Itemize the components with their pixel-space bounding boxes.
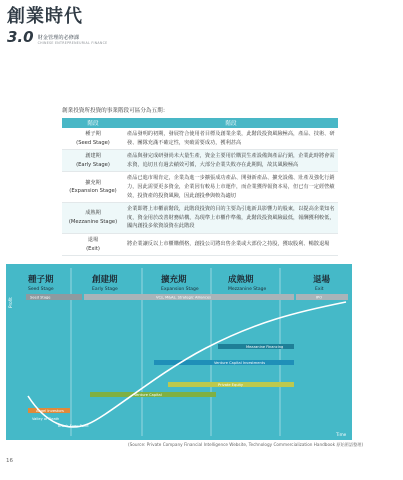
bar-label: Venture Capital Investments [214, 361, 266, 365]
bar-label: Mezzanine Financing [246, 345, 284, 349]
break-even-label: Break-Even Point [58, 424, 89, 428]
stage-name-en: (Mezzanine Stage) [68, 219, 118, 226]
stage-financing-diagram [6, 264, 352, 440]
stage-name-cell [62, 172, 124, 203]
bar-label: VCs, M&As, Strategic Alliances [156, 295, 212, 300]
stage-header-en: Expansion Stage [161, 287, 199, 292]
stage-header-en: Early Stage [92, 287, 118, 292]
stage-name-en: (Seed Stage) [76, 139, 110, 146]
stage-header-en: Mezzanine Stage [228, 287, 267, 292]
table-row [62, 128, 338, 150]
bar-label: Venture Capital [134, 393, 162, 397]
stage-name-en: (Exit) [86, 245, 100, 252]
bar-label: Private Equity [218, 383, 244, 387]
table-header-row [62, 118, 338, 128]
stage-name-cell [62, 233, 124, 255]
page-number: 16 [6, 458, 13, 464]
book-title: 創業時代 [7, 6, 83, 27]
stage-header-zh: 擴充期 [161, 275, 187, 285]
stage-name-cell [62, 203, 124, 234]
stage-description: 企業即將上市櫃前階段，此階段投資的目的主要為引進新具影響力的股東，以提高企業知名度，資金用於改善財務結構，為現準上市櫃作準備，此階段投資風險最低，報酬獲利較低，國內創投多依資設資在此階段 [124, 203, 338, 234]
stage-header-zh: 創建期 [92, 275, 118, 285]
investment-stage-table [62, 118, 338, 256]
title-subrow [7, 29, 107, 45]
x-axis-label: Time [336, 432, 347, 437]
book-volume: 3.0 [7, 28, 34, 46]
bar-label: IPO [316, 295, 323, 300]
book-subtitle-en: CHINESE ENTREPRENEURIAL FINANCE [37, 40, 108, 45]
stage-name: 種子期 [85, 131, 101, 137]
figure-caption: (Source: Private Company Financial Intelligence Website, Technology Commercialization Handbook 原始術語整理) [128, 442, 364, 447]
stage-description: 產品與發完成研發尚未大量生產，資金主要用於購買生產設備與產品行銷，企業此時將會需求資，追切且有過去績效可循，大部分企業失敗亦在此期間，故其風險極高 [124, 150, 338, 172]
book-subtitle: 財金管理的必修課 [37, 34, 80, 41]
bar-label: Seed Stage [30, 295, 51, 300]
table-header-description: 階段 [124, 118, 338, 128]
stage-header-en: Exit [315, 287, 324, 292]
stage-name-en: (Expansion Stage) [69, 188, 117, 195]
y-axis-label: Profit [8, 297, 13, 308]
table-row [62, 150, 338, 172]
stage-description: 產品發明的初期，發展符合使用者目標及創業企業，此階段投資風險極高，產品、技術、研發、團隊充滿不確定性，突破需要成功，獲利甚高 [124, 128, 338, 150]
page-header [7, 6, 107, 45]
stage-header-zh: 種子期 [28, 275, 54, 285]
stage-name: 成熟期 [85, 210, 101, 217]
stage-name-en: (Early Stage) [76, 161, 110, 168]
stage-header-zh: 退場 [313, 275, 331, 285]
table-header-stage: 階段 [62, 118, 124, 128]
stage-name-cell [62, 128, 124, 150]
stage-name-cell [62, 150, 124, 172]
table-row [62, 172, 338, 203]
stage-name: 退場 [87, 236, 99, 243]
subtitle-block [38, 36, 108, 45]
diagram-canvas [6, 264, 352, 440]
stage-header-en: Seed Stage [28, 287, 54, 292]
stage-description: 產品已進市場肯定，企業為進一步擴張成功產品、開發新產品、擴充設備、壯產及強化行銷力，因此需要更多資金，企業因有較易上市運作，而企業獲得報資本易，但已有一定經營績效，投資產的投資風險，因此創投參與較為適切 [124, 172, 338, 203]
valley-of-death-label: Valley of Death [32, 417, 60, 421]
bar-label: Angel Investors [36, 409, 64, 413]
table-row [62, 203, 338, 234]
stage-name: 擴充期 [85, 179, 101, 186]
stage-name: 創建期 [85, 153, 101, 160]
stage-header-zh: 成熟期 [228, 275, 254, 285]
stage-description: 將企業讓反以上市櫃購價格，創投公司將出售企業或大部份之持股，獲取股利、暢散退場 [124, 233, 338, 255]
intro-text: 創業投資所投資的事業階段可區分為五期： [62, 108, 169, 114]
table-row [62, 233, 338, 255]
